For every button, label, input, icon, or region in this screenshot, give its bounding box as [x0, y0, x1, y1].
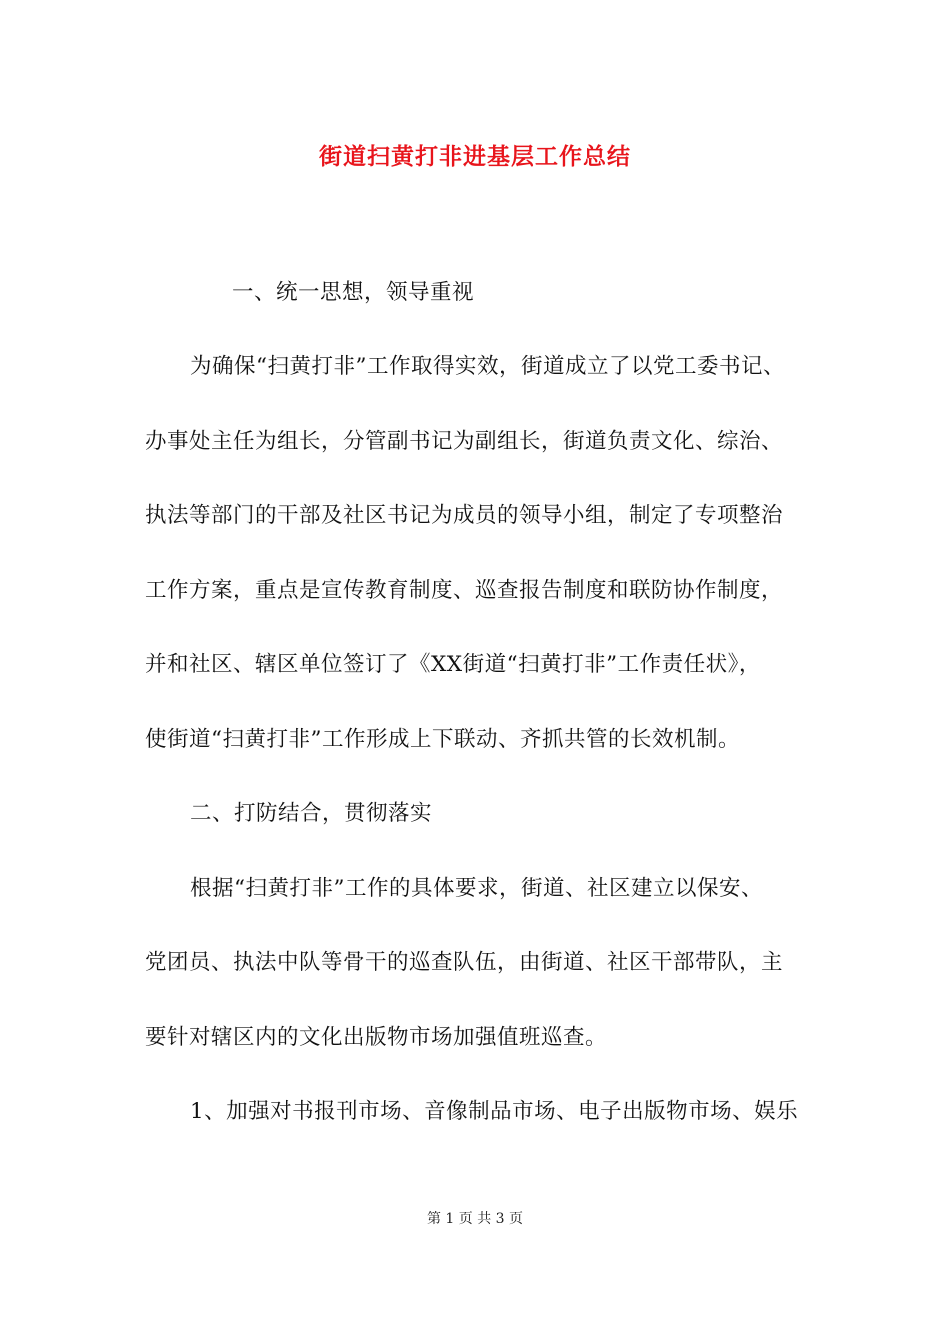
- paragraph-line: 党团员、执法中队等骨干的巡查队伍，由街道、社区干部带队，主: [145, 950, 784, 975]
- paragraph-line: 1、加强对书报刊市场、音像制品市场、电子出版物市场、娱乐: [190, 1099, 799, 1124]
- section-heading-2: 二、打防结合，贯彻落实: [190, 801, 433, 826]
- paragraph-line: 并和社区、辖区单位签订了《XX街道“扫黄打非”工作责任状》，: [145, 652, 761, 677]
- paragraph-line: 要针对辖区内的文化出版物市场加强值班巡查。: [145, 1025, 608, 1050]
- page-footer: 第 1 页 共 3 页: [426, 1211, 524, 1227]
- section-heading-1: 一、统一思想，领导重视: [232, 280, 475, 305]
- paragraph-line: 根据“扫黄打非”工作的具体要求，街道、社区建立以保安、: [190, 876, 763, 901]
- paragraph-line: 为确保“扫黄打非”工作取得实效，街道成立了以党工委书记、: [190, 354, 785, 379]
- document-title: 街道扫黄打非进基层工作总结: [319, 143, 631, 170]
- paragraph-line: 执法等部门的干部及社区书记为成员的领导小组，制定了专项整治: [145, 503, 784, 528]
- paragraph-line: 办事处主任为组长，分管副书记为副组长，街道负责文化、综治、: [145, 429, 784, 454]
- paragraph-line: 使街道“扫黄打非”工作形成上下联动、齐抓共管的长效机制。: [145, 727, 740, 752]
- paragraph-line: 工作方案，重点是宣传教育制度、巡查报告制度和联防协作制度，: [145, 578, 784, 603]
